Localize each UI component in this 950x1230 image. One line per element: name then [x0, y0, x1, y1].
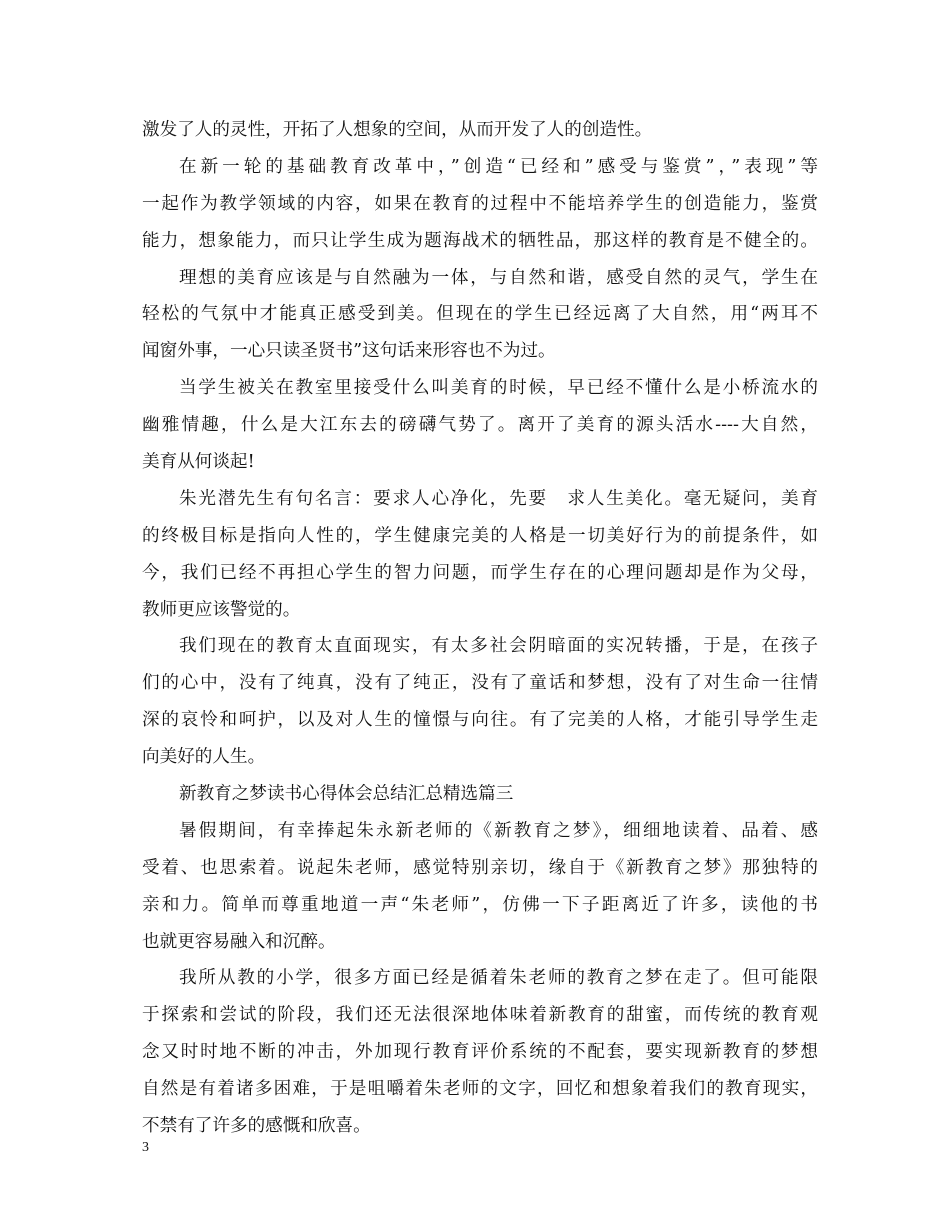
- page-number: 3: [142, 1140, 149, 1155]
- text-line: 美育从何谈起!: [142, 452, 255, 473]
- text-line: 当学生被关在教室里接受什么叫美育的时候，早已经不懂什么是小桥流水的: [179, 378, 818, 399]
- text-line: 理想的美育应该是与自然融为一体，与自然和谐，感受自然的灵气，学生在: [179, 267, 818, 288]
- text-line: 们的心中，没有了纯真，没有了纯正，没有了童话和梦想，没有了对生命一往情: [142, 673, 818, 694]
- text-line: 今，我们已经不再担心学生的智力问题，而学生存在的心理问题却是作为父母，: [142, 562, 818, 583]
- text-line: 新教育之梦读书心得体会总结汇总精选篇三: [179, 784, 514, 805]
- text-line: 不禁有了许多的感慨和欣喜。: [142, 1116, 371, 1137]
- text-line: 一起作为教学领域的内容，如果在教育的过程中不能培养学生的创造能力，鉴赏: [142, 193, 818, 214]
- text-line: 闻窗外事，一心只读圣贤书”这句话来形容也不为过。: [142, 341, 556, 362]
- text-line: 朱光潜先生有句名言：要求人心净化，先要 求人生美化。毫无疑问，美育: [179, 488, 818, 509]
- text-line: 能力，想象能力，而只让学生成为题海战术的牺牲品，那这样的教育是不健全的。: [142, 230, 818, 251]
- text-line: 念又时时地不断的冲击，外加现行教育评价系统的不配套，要实现新教育的梦想: [142, 1042, 818, 1063]
- text-line: 轻松的气氛中才能真正感受到美。但现在的学生已经远离了大自然，用“两耳不: [142, 304, 818, 325]
- text-line: 深的哀怜和呵护，以及对人生的憧憬与向往。有了完美的人格，才能引导学生走: [142, 710, 818, 731]
- text-line: 亲和力。简单而尊重地道一声“朱老师”，仿佛一下子距离近了许多，读他的书: [142, 894, 818, 915]
- text-line: 于探索和尝试的阶段，我们还无法很深地体味着新教育的甜蜜，而传统的教育观: [142, 1005, 818, 1026]
- text-line: 自然是有着诸多困难，于是咀嚼着朱老师的文字，回忆和想象着我们的教育现实，: [142, 1079, 818, 1100]
- text-line: 幽雅情趣，什么是大江东去的磅礴气势了。离开了美育的源头活水----大自然，: [142, 415, 818, 436]
- text-line: 向美好的人生。: [142, 747, 266, 768]
- text-line: 我们现在的教育太直面现实，有太多社会阴暗面的实况转播，于是，在孩子: [179, 636, 818, 657]
- text-line: 暑假期间，有幸捧起朱永新老师的《新教育之梦》，细细地读着、品着、感: [179, 820, 818, 841]
- text-line: 受着、也思索着。说起朱老师，感觉特别亲切，缘自于《新教育之梦》那独特的: [142, 857, 818, 878]
- text-line: 的终极目标是指向人性的，学生健康完美的人格是一切美好行为的前提条件，如: [142, 525, 818, 546]
- text-line: 在新一轮的基础教育改革中，”创造“已经和”感受与鉴赏”，”表现”等: [179, 156, 818, 177]
- text-line: 激发了人的灵性，开拓了人想象的空间，从而开发了人的创造性。: [142, 120, 653, 140]
- text-line: 教师更应该警觉的。: [142, 599, 301, 620]
- text-line: 也就更容易融入和沉醉。: [142, 931, 336, 952]
- document-body: [142, 112, 818, 1145]
- text-line: 我所从教的小学，很多方面已经是循着朱老师的教育之梦在走了。但可能限: [179, 968, 818, 989]
